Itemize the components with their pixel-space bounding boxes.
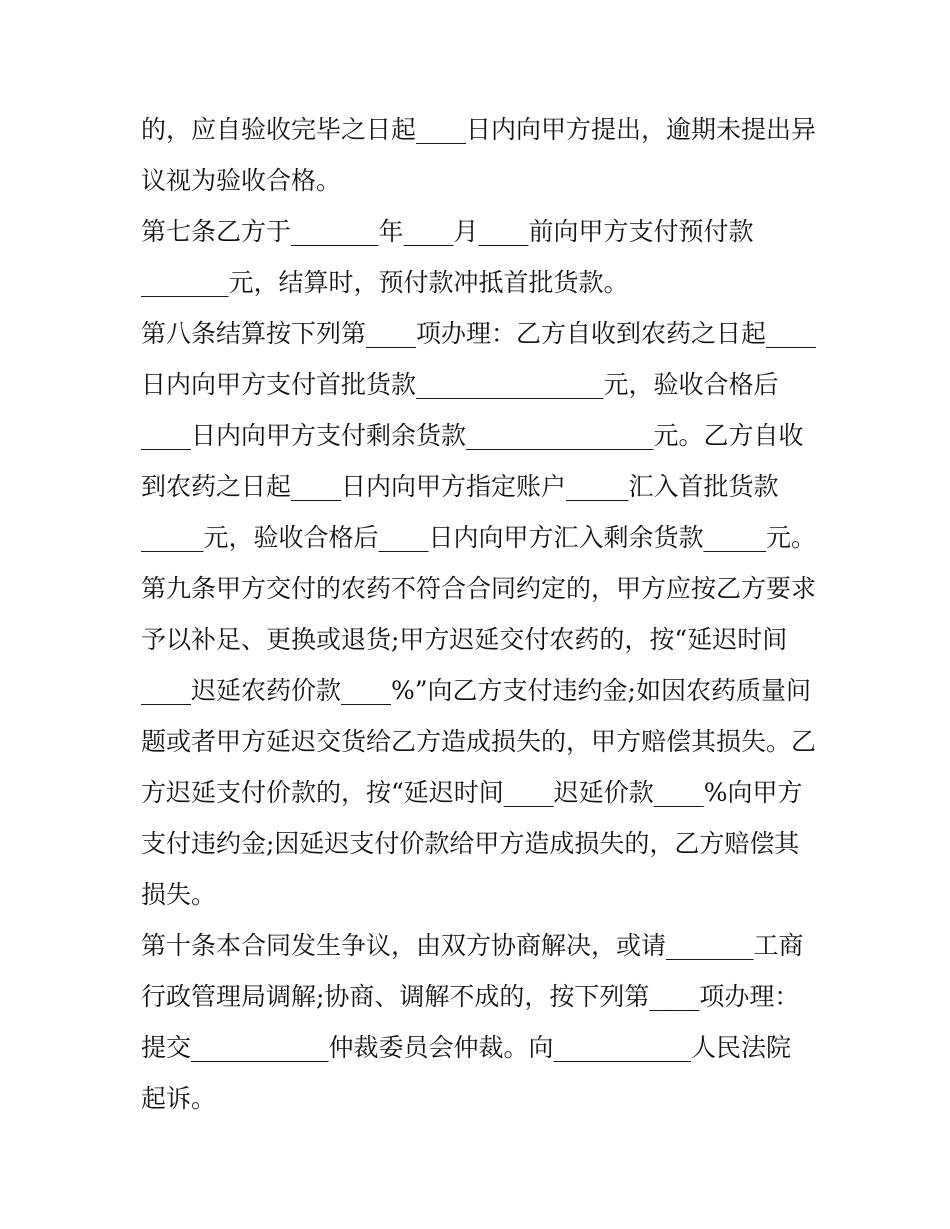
text-line-4: _______元，结算时，预付款冲抵首批货款。 — [141, 268, 629, 297]
text-line-19: 提交___________仲裁委员会仲裁。向___________人民法院 — [141, 1033, 792, 1062]
text-line-13: 题或者甲方延迟交货给乙方造成损失的，甲方赔偿其损失。乙 — [141, 727, 817, 756]
text-line-9: _____元，验收合格后____日内向甲方汇入剩余货款_____元。 — [141, 523, 817, 552]
text-line-5: 第八条结算按下列第____项办理：乙方自收到农药之日起____ — [141, 319, 817, 348]
text-line-7: ____日内向甲方支付剩余货款_______________元。乙方自收 — [141, 421, 804, 450]
text-line-20: 起诉。 — [141, 1084, 217, 1113]
text-line-10: 第九条甲方交付的农药不符合合同约定的，甲方应按乙方要求 — [141, 574, 817, 603]
text-line-15: 支付违约金;因延迟支付价款给甲方造成损失的，乙方赔偿其 — [141, 829, 800, 858]
text-line-1: 的，应自验收完毕之日起____日内向甲方提出，逾期未提出异 — [141, 115, 817, 144]
text-line-16: 损失。 — [141, 880, 217, 909]
text-line-11: 予以补足、更换或退货;甲方迟延交付农药的，按“延迟时间 — [141, 625, 788, 654]
text-line-17: 第十条本合同发生争议，由双方协商解决，或请_______工商 — [141, 931, 804, 960]
text-line-12: ____迟延农药价款____%”向乙方支付违约金;如因农药质量问 — [141, 676, 811, 705]
text-line-3: 第七条乙方于_______年____月____前向甲方支付预付款 — [141, 217, 754, 246]
contract-text — [141, 104, 821, 1124]
text-line-18: 行政管理局调解;协商、调解不成的，按下列第____项办理： — [141, 982, 800, 1011]
text-line-14: 方迟延支付价款的，按“延迟时间____迟延价款____%向甲方 — [141, 778, 803, 807]
text-line-8: 到农药之日起____日内向甲方指定账户_____汇入首批货款 — [141, 472, 779, 501]
text-line-6: 日内向甲方支付首批货款_______________元，验收合格后 — [141, 370, 779, 399]
text-line-2: 议视为验收合格。 — [141, 166, 342, 195]
